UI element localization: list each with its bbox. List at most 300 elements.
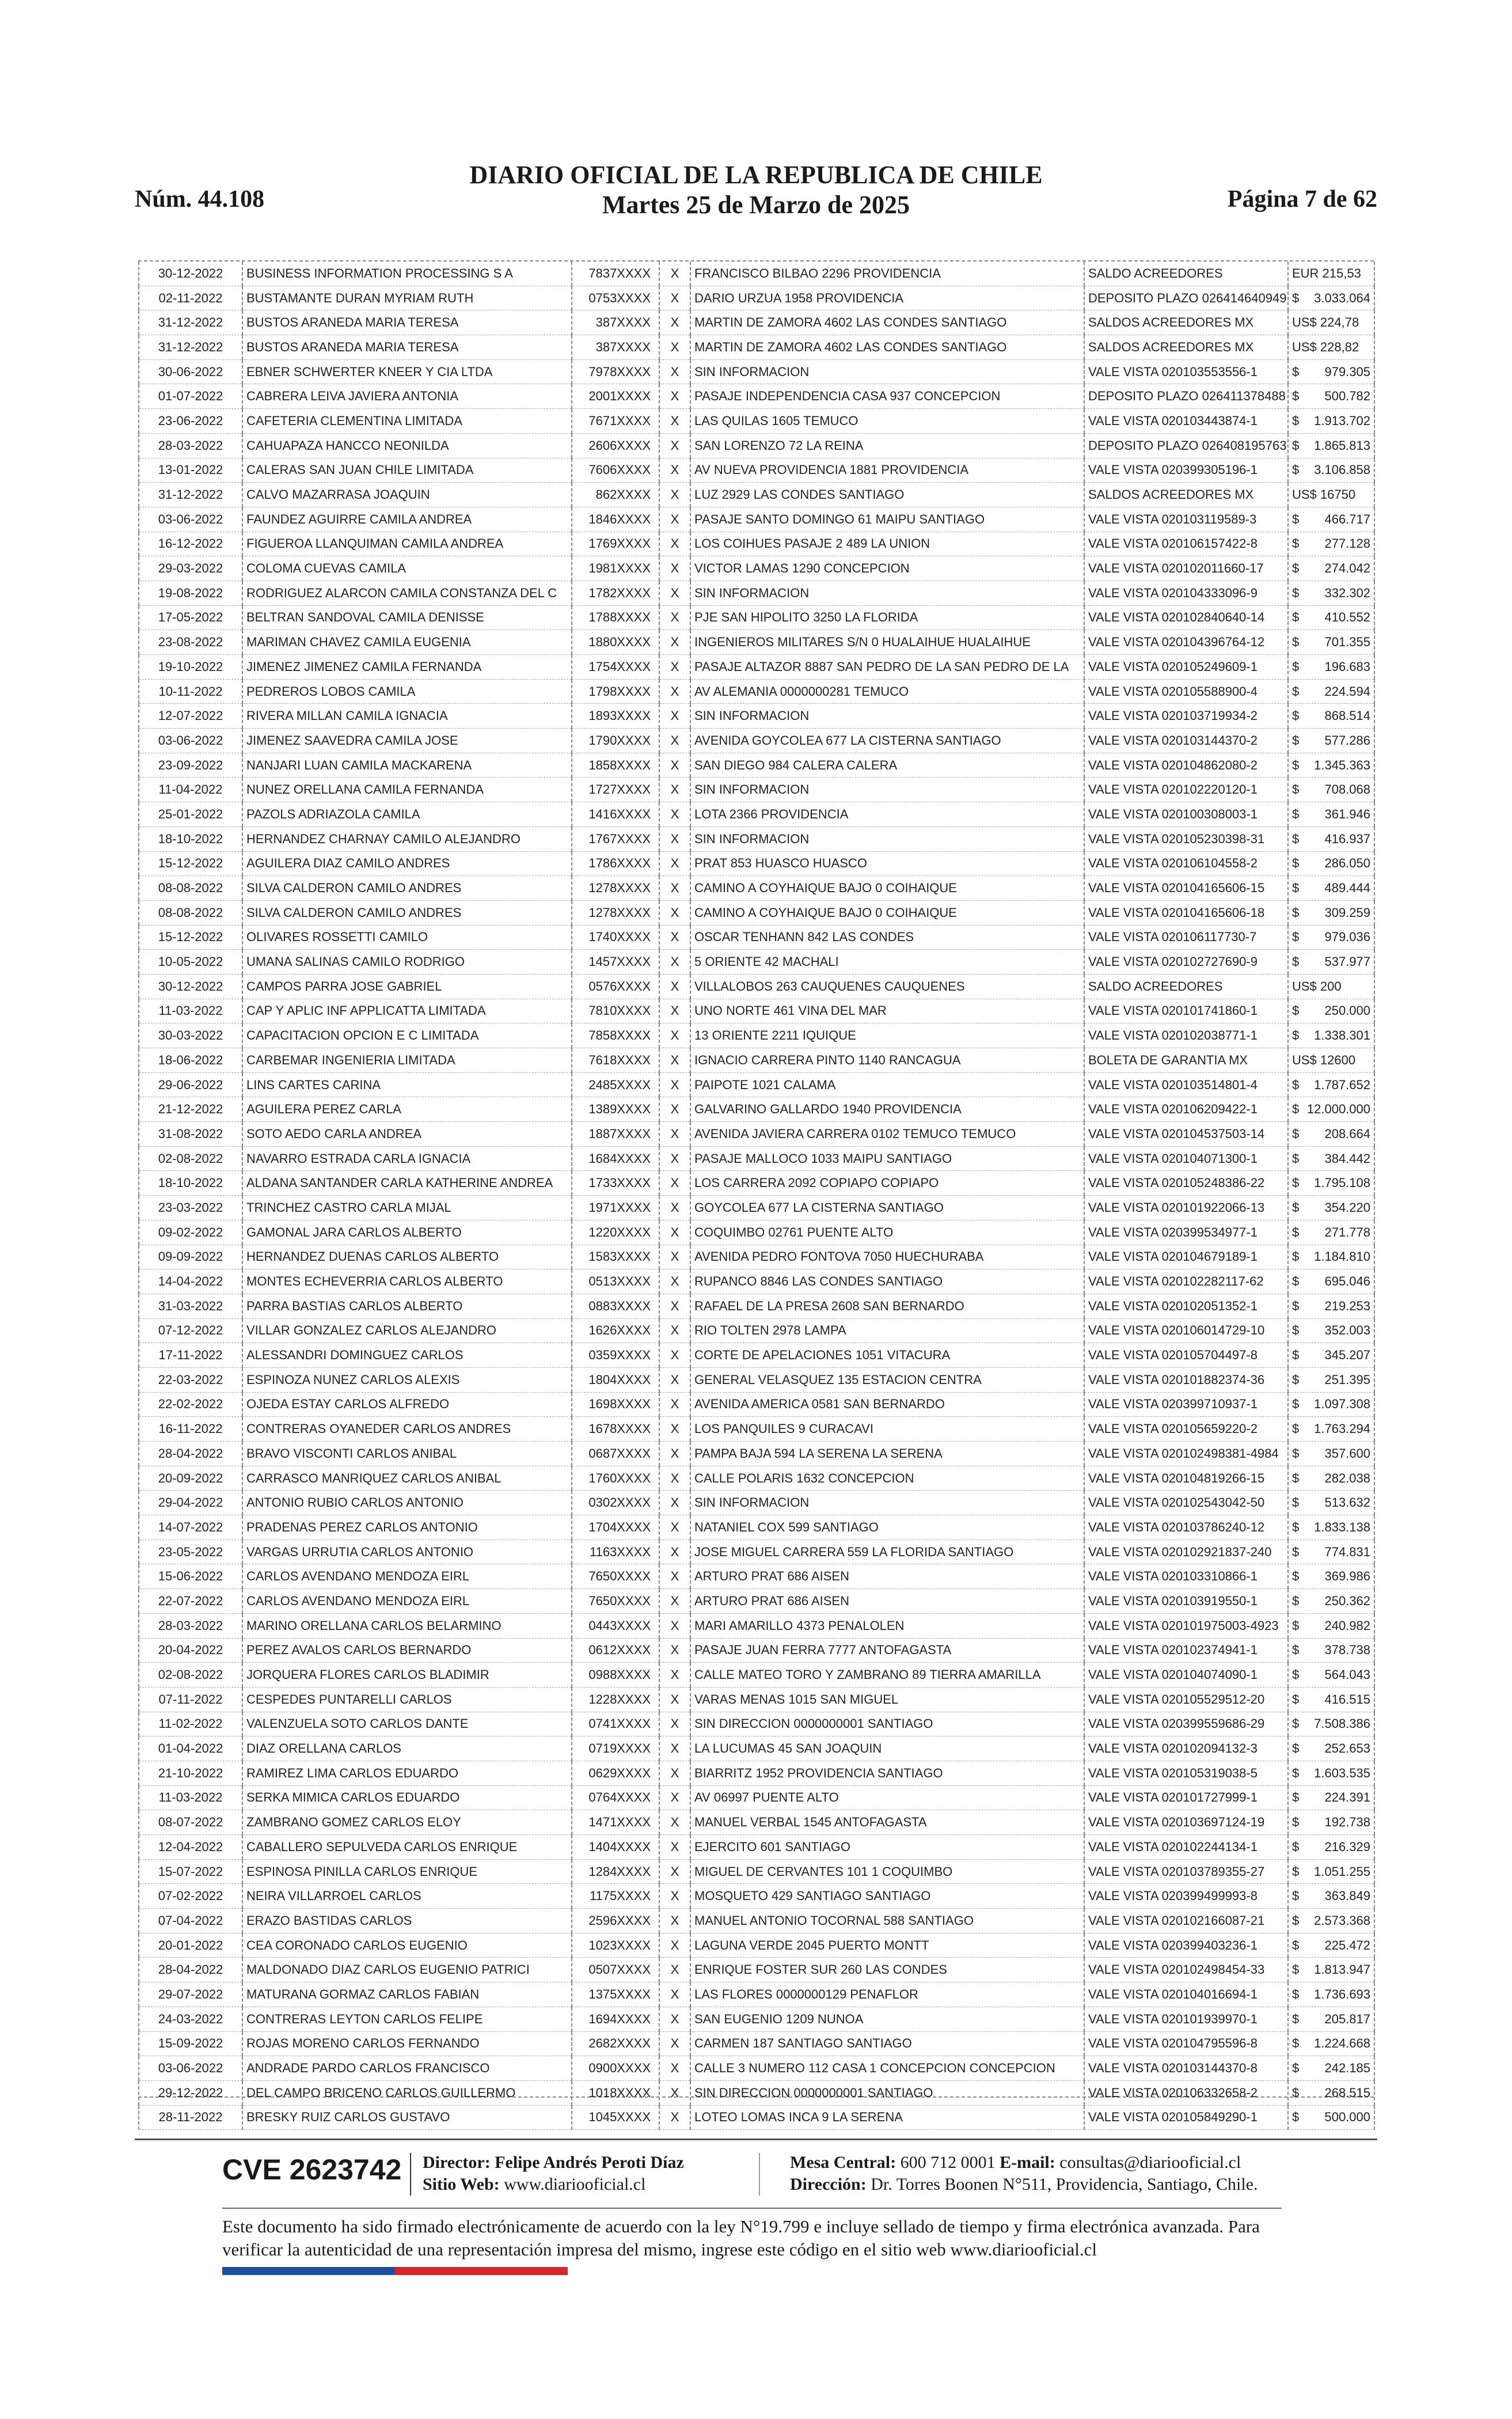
product-cell: VALE VISTA 020101975003-4923 [1084,1613,1288,1638]
rut-cell: 1278XXXX [572,876,659,901]
table-row [139,310,1374,335]
rut-cell: 0507XXXX [572,1958,659,1982]
holder-name-cell: BUSINESS INFORMATION PROCESSING S A [242,261,572,286]
amount-cell: US$ 12600 [1288,1048,1374,1073]
records-table-container [138,260,1374,2125]
mark-cell: X [659,483,690,507]
product-cell: VALE VISTA 020102051352-1 [1084,1294,1288,1318]
product-cell: VALE VISTA 020100308003-1 [1084,802,1288,827]
mark-cell: X [659,704,690,729]
date-cell: 11-03-2022 [139,999,242,1023]
date-cell: 23-08-2022 [139,630,242,655]
address-cell: PRAT 853 HUASCO HUASCO [690,851,1084,876]
amount-cell: $ 1.097.308 [1288,1392,1374,1417]
rut-cell: 1704XXXX [572,1515,659,1540]
product-cell: VALE VISTA 020103119589-3 [1084,507,1288,532]
address-cell: INGENIEROS MILITARES S/N 0 HUALAIHUE HUALAIHUE [690,630,1084,655]
table-row [139,1810,1374,1835]
date-cell: 31-12-2022 [139,335,242,360]
product-cell: VALE VISTA 020399403236-1 [1084,1933,1288,1958]
mark-cell: X [659,1367,690,1392]
mark-cell: X [659,655,690,680]
product-cell: VALE VISTA 020102166087-21 [1084,1909,1288,1933]
date-cell: 20-09-2022 [139,1466,242,1491]
rut-cell: 7978XXXX [572,359,659,384]
address-cell: SAN LORENZO 72 LA REINA [690,433,1084,458]
rut-cell: 0687XXXX [572,1442,659,1466]
date-cell: 14-04-2022 [139,1269,242,1294]
holder-name-cell: RODRIGUEZ ALARCON CAMILA CONSTANZA DEL C [242,581,572,605]
date-cell: 31-12-2022 [139,310,242,335]
product-cell: VALE VISTA 020102038771-1 [1084,1023,1288,1048]
product-cell: VALE VISTA 020102011660-17 [1084,556,1288,581]
table-row [139,1785,1374,1810]
footer-divider [135,2139,1377,2140]
address-cell: EJERCITO 601 SANTIAGO [690,1835,1084,1860]
date-cell: 23-03-2022 [139,1196,242,1220]
table-row [139,433,1374,458]
mark-cell: X [659,679,690,704]
mark-cell: X [659,458,690,483]
holder-name-cell: MONTES ECHEVERRIA CARLOS ALBERTO [242,1269,572,1294]
holder-name-cell: JORQUERA FLORES CARLOS BLADIMIR [242,1663,572,1688]
address-cell: JOSE MIGUEL CARRERA 559 LA FLORIDA SANTIAGO [690,1540,1084,1564]
table-row [139,581,1374,605]
product-cell: VALE VISTA 020106117730-7 [1084,925,1288,950]
date-cell: 10-11-2022 [139,679,242,704]
product-cell: VALE VISTA 020102498381-4984 [1084,1442,1288,1466]
date-cell: 30-06-2022 [139,359,242,384]
rut-cell: 1786XXXX [572,851,659,876]
product-cell: VALE VISTA 020103786240-12 [1084,1515,1288,1540]
product-cell: VALE VISTA 020104679189-1 [1084,1245,1288,1269]
holder-name-cell: NAVARRO ESTRADA CARLA IGNACIA [242,1146,572,1171]
mark-cell: X [659,778,690,802]
rut-cell: 0753XXXX [572,286,659,310]
rut-cell: 1698XXXX [572,1392,659,1417]
product-cell: VALE VISTA 020106332658-2 [1084,2080,1288,2105]
table-row [139,950,1374,975]
amount-cell: $ 1.051.255 [1288,1859,1374,1884]
address-cell: VICTOR LAMAS 1290 CONCEPCION [690,556,1084,581]
product-cell: VALE VISTA 020104165606-18 [1084,900,1288,925]
product-cell: VALE VISTA 020104862080-2 [1084,753,1288,778]
table-row [139,1097,1374,1122]
amount-cell: $ 251.395 [1288,1367,1374,1392]
address-cell: MARTIN DE ZAMORA 4602 LAS CONDES SANTIAGO [690,310,1084,335]
amount-cell: $ 2.573.368 [1288,1909,1374,1933]
holder-name-cell: NANJARI LUAN CAMILA MACKARENA [242,753,572,778]
mark-cell: X [659,605,690,630]
rut-cell: 0359XXXX [572,1343,659,1368]
table-row [139,1663,1374,1688]
table-row [139,900,1374,925]
rut-cell: 1893XXXX [572,704,659,729]
table-row [139,384,1374,409]
product-cell: SALDOS ACREEDORES MX [1084,310,1288,335]
holder-name-cell: OJEDA ESTAY CARLOS ALFREDO [242,1392,572,1417]
holder-name-cell: ANDRADE PARDO CARLOS FRANCISCO [242,2056,572,2081]
date-cell: 29-07-2022 [139,1982,242,2007]
address-cell: ARTURO PRAT 686 AISEN [690,1564,1084,1589]
mark-cell: X [659,1540,690,1564]
address-cell: LOTEO LOMAS INCA 9 LA SERENA [690,2105,1084,2130]
product-cell: VALE VISTA 020103919550-1 [1084,1589,1288,1614]
mark-cell: X [659,532,690,556]
holder-name-cell: VALENZUELA SOTO CARLOS DANTE [242,1712,572,1736]
date-cell: 09-02-2022 [139,1220,242,1245]
table-row [139,1564,1374,1589]
address-cell: CALLE 3 NUMERO 112 CASA 1 CONCEPCION CONCEPCION [690,2056,1084,2081]
mark-cell: X [659,1245,690,1269]
product-cell: SALDOS ACREEDORES MX [1084,483,1288,507]
address-cell: CALLE POLARIS 1632 CONCEPCION [690,1466,1084,1491]
amount-cell: $ 250.362 [1288,1589,1374,1614]
amount-cell: $ 378.738 [1288,1638,1374,1663]
address-cell: SIN INFORMACION [690,704,1084,729]
product-cell: VALE VISTA 020106104558-2 [1084,851,1288,876]
holder-name-cell: CARLOS AVENDANO MENDOZA EIRL [242,1564,572,1589]
address-cell: LOS PANQUILES 9 CURACAVI [690,1417,1084,1442]
date-cell: 14-07-2022 [139,1515,242,1540]
product-cell: VALE VISTA 020105704497-8 [1084,1343,1288,1368]
date-cell: 28-04-2022 [139,1442,242,1466]
amount-cell: $ 282.038 [1288,1466,1374,1491]
holder-name-cell: NUNEZ ORELLANA CAMILA FERNANDA [242,778,572,802]
table-row [139,729,1374,753]
date-cell: 29-12-2022 [139,2080,242,2105]
mark-cell: X [659,1638,690,1663]
rut-cell: 7606XXXX [572,458,659,483]
rut-cell: 0741XXXX [572,1712,659,1736]
amount-cell: $ 345.207 [1288,1343,1374,1368]
address-cell: 5 ORIENTE 42 MACHALI [690,950,1084,975]
holder-name-cell: DIAZ ORELLANA CARLOS [242,1736,572,1761]
date-cell: 03-06-2022 [139,507,242,532]
address-cell: SAN DIEGO 984 CALERA CALERA [690,753,1084,778]
amount-cell: $ 410.552 [1288,605,1374,630]
amount-cell: $ 537.977 [1288,950,1374,975]
publication-date: Martes 25 de Marzo de 2025 [602,191,910,219]
holder-name-cell: NEIRA VILLARROEL CARLOS [242,1884,572,1909]
holder-name-cell: CAMPOS PARRA JOSE GABRIEL [242,974,572,999]
amount-cell: $ 357.600 [1288,1442,1374,1466]
date-cell: 31-12-2022 [139,483,242,507]
mark-cell: X [659,2056,690,2081]
holder-name-cell: CONTRERAS LEYTON CARLOS FELIPE [242,2007,572,2031]
holder-name-cell: BRESKY RUIZ CARLOS GUSTAVO [242,2105,572,2130]
holder-name-cell: EBNER SCHWERTER KNEER Y CIA LTDA [242,359,572,384]
mark-cell: X [659,433,690,458]
address-cell: MARTIN DE ZAMORA 4602 LAS CONDES SANTIAGO [690,335,1084,360]
table-row [139,2007,1374,2031]
mark-cell: X [659,1122,690,1147]
address-cell: GALVARINO GALLARDO 1940 PROVIDENCIA [690,1097,1084,1122]
address-cell: AV 06997 PUENTE ALTO [690,1785,1084,1810]
date-cell: 24-03-2022 [139,2007,242,2031]
holder-name-cell: CALERAS SAN JUAN CHILE LIMITADA [242,458,572,483]
email-link[interactable]: consultas@diariooficial.cl [1059,2153,1241,2172]
rut-cell: 1887XXXX [572,1122,659,1147]
table-row [139,1884,1374,1909]
address-cell: MANUEL VERBAL 1545 ANTOFAGASTA [690,1810,1084,1835]
date-cell: 18-10-2022 [139,1171,242,1196]
holder-name-cell: ANTONIO RUBIO CARLOS ANTONIO [242,1491,572,1515]
footer-contact-block [790,2152,1258,2196]
table-row [139,1442,1374,1466]
holder-name-cell: SERKA MIMICA CARLOS EDUARDO [242,1785,572,1810]
product-cell: VALE VISTA 020102094132-3 [1084,1736,1288,1761]
table-row [139,1835,1374,1860]
date-cell: 29-04-2022 [139,1491,242,1515]
amount-cell: $ 7.508.386 [1288,1712,1374,1736]
date-cell: 08-08-2022 [139,900,242,925]
amount-cell: $ 1.813.947 [1288,1958,1374,1982]
date-cell: 30-12-2022 [139,974,242,999]
table-row [139,261,1374,286]
address-cell: MIGUEL DE CERVANTES 101 1 COQUIMBO [690,1859,1084,1884]
table-row [139,1023,1374,1048]
rut-cell: 1416XXXX [572,802,659,827]
rut-cell: 1163XXXX [572,1540,659,1564]
holder-name-cell: MARINO ORELLANA CARLOS BELARMINO [242,1613,572,1638]
product-cell: VALE VISTA 020399534977-1 [1084,1220,1288,1245]
mark-cell: X [659,1933,690,1958]
holder-name-cell: BUSTOS ARANEDA MARIA TERESA [242,335,572,360]
mark-cell: X [659,1958,690,1982]
director-label: Director: [423,2153,491,2172]
amount-cell: $ 219.253 [1288,1294,1374,1318]
holder-name-cell: CARRASCO MANRIQUEZ CARLOS ANIBAL [242,1466,572,1491]
holder-name-cell: CABRERA LEIVA JAVIERA ANTONIA [242,384,572,409]
table-row [139,1589,1374,1614]
mark-cell: X [659,1982,690,2007]
table-row [139,1072,1374,1097]
address-cell: SIN INFORMACION [690,778,1084,802]
address-cell: DARIO URZUA 1958 PROVIDENCIA [690,286,1084,310]
mark-cell: X [659,507,690,532]
table-row [139,1933,1374,1958]
rut-cell: 0988XXXX [572,1663,659,1688]
address-cell: SIN DIRECCION 0000000001 SANTIAGO [690,2080,1084,2105]
date-cell: 08-08-2022 [139,876,242,901]
amount-cell: $ 513.632 [1288,1491,1374,1515]
amount-cell: $ 271.778 [1288,1220,1374,1245]
amount-cell: $ 354.220 [1288,1196,1374,1220]
address-cell: AVENIDA JAVIERA CARRERA 0102 TEMUCO TEMUCO [690,1122,1084,1147]
date-cell: 17-11-2022 [139,1343,242,1368]
date-cell: 08-07-2022 [139,1810,242,1835]
mark-cell: X [659,310,690,335]
holder-name-cell: CABALLERO SEPULVEDA CARLOS ENRIQUE [242,1835,572,1860]
table-row [139,1343,1374,1368]
records-table-body [139,261,1374,2130]
rut-cell: 0629XXXX [572,1761,659,1785]
amount-cell: $ 489.444 [1288,876,1374,901]
holder-name-cell: RAMIREZ LIMA CARLOS EDUARDO [242,1761,572,1785]
mark-cell: X [659,753,690,778]
product-cell: VALE VISTA 020102543042-50 [1084,1491,1288,1515]
table-row [139,1909,1374,1933]
holder-name-cell: PAZOLS ADRIAZOLA CAMILA [242,802,572,827]
address-cell: GENERAL VELASQUEZ 135 ESTACION CENTRA [690,1367,1084,1392]
address-cell: SIN INFORMACION [690,581,1084,605]
holder-name-cell: HERNANDEZ DUENAS CARLOS ALBERTO [242,1245,572,1269]
product-cell: VALE VISTA 020103144370-2 [1084,729,1288,753]
amount-cell: $ 332.302 [1288,581,1374,605]
rut-cell: 0513XXXX [572,1269,659,1294]
date-cell: 29-06-2022 [139,1072,242,1097]
address-cell: ARTURO PRAT 686 AISEN [690,1589,1084,1614]
date-cell: 22-07-2022 [139,1589,242,1614]
amount-cell: $ 363.849 [1288,1884,1374,1909]
mark-cell: X [659,1810,690,1835]
rut-cell: 1457XXXX [572,950,659,975]
mark-cell: X [659,1023,690,1048]
amount-cell: $ 774.831 [1288,1540,1374,1564]
rut-cell: 1023XXXX [572,1933,659,1958]
mark-cell: X [659,1417,690,1442]
mark-cell: X [659,335,690,360]
amount-cell: $ 577.286 [1288,729,1374,753]
mark-cell: X [659,974,690,999]
amount-cell: $ 286.050 [1288,851,1374,876]
address-cell: CALLE MATEO TORO Y ZAMBRANO 89 TIERRA AMARILLA [690,1663,1084,1688]
date-cell: 28-11-2022 [139,2105,242,2130]
date-cell: 28-03-2022 [139,433,242,458]
product-cell: VALE VISTA 020105659220-2 [1084,1417,1288,1442]
table-row [139,826,1374,851]
product-cell: BOLETA DE GARANTIA MX [1084,1048,1288,1073]
product-cell: VALE VISTA 020105529512-20 [1084,1687,1288,1712]
product-cell: VALE VISTA 020101727999-1 [1084,1785,1288,1810]
legal-notice: Este documento ha sido firmado electrónicamente de acuerdo con la ley N°19.799 e incluye sellado de tiempo y firma electrónica avanzada. Para verificar la autenticidad de una representación impresa del mismo, ingrese este código en el sitio web www.diariooficial.cl [222,2216,1260,2259]
amount-cell: $ 12.000.000 [1288,1097,1374,1122]
address-cell: RUPANCO 8846 LAS CONDES SANTIAGO [690,1269,1084,1294]
rut-cell: 7618XXXX [572,1048,659,1073]
amount-cell: $ 240.982 [1288,1613,1374,1638]
holder-name-cell: AGUILERA DIAZ CAMILO ANDRES [242,851,572,876]
table-row [139,1318,1374,1343]
footer-director-block [423,2152,684,2196]
mesa-phone: 600 712 0001 [900,2153,996,2172]
date-cell: 11-04-2022 [139,778,242,802]
table-row [139,851,1374,876]
date-cell: 12-07-2022 [139,704,242,729]
holder-name-cell: BELTRAN SANDOVAL CAMILA DENISSE [242,605,572,630]
product-cell: VALE VISTA 020105230398-31 [1084,826,1288,851]
amount-cell: $ 979.036 [1288,925,1374,950]
amount-cell: $ 1.184.810 [1288,1245,1374,1269]
mark-cell: X [659,1663,690,1688]
mark-cell: X [659,1294,690,1318]
address-cell: PASAJE MALLOCO 1033 MAIPU SANTIAGO [690,1146,1084,1171]
amount-cell: $ 701.355 [1288,630,1374,655]
rut-cell: 1981XXXX [572,556,659,581]
mark-cell: X [659,876,690,901]
table-row [139,974,1374,999]
rut-cell: 7858XXXX [572,1023,659,1048]
amount-cell: $ 196.683 [1288,655,1374,680]
table-row [139,1171,1374,1196]
table-row [139,507,1374,532]
holder-name-cell: ROJAS MORENO CARLOS FERNANDO [242,2031,572,2056]
date-cell: 13-01-2022 [139,458,242,483]
product-cell: VALE VISTA 020101939970-1 [1084,2007,1288,2031]
address-cell: LAGUNA VERDE 2045 PUERTO MONTT [690,1933,1084,1958]
rut-cell: 0302XXXX [572,1491,659,1515]
flag-stripe-red [395,2267,568,2275]
amount-cell: $ 416.937 [1288,826,1374,851]
email-label: E-mail: [1000,2153,1055,2172]
date-cell: 15-12-2022 [139,925,242,950]
mark-cell: X [659,2080,690,2105]
product-cell: SALDOS ACREEDORES MX [1084,335,1288,360]
rut-cell: 1798XXXX [572,679,659,704]
table-row [139,1736,1374,1761]
rut-cell: 1389XXXX [572,1097,659,1122]
holder-name-cell: VILLAR GONZALEZ CARLOS ALEJANDRO [242,1318,572,1343]
mark-cell: X [659,1171,690,1196]
amount-cell: US$ 224,78 [1288,310,1374,335]
table-row [139,1417,1374,1442]
rut-cell: 1045XXXX [572,2105,659,2130]
address-cell: PASAJE INDEPENDENCIA CASA 937 CONCEPCION [690,384,1084,409]
mark-cell: X [659,1097,690,1122]
address-cell: CAMINO A COYHAIQUE BAJO 0 COIHAIQUE [690,876,1084,901]
holder-name-cell: CONTRERAS OYANEDER CARLOS ANDRES [242,1417,572,1442]
address-cell: LAS FLORES 0000000129 PENAFLOR [690,1982,1084,2007]
address-cell: NATANIEL COX 599 SANTIAGO [690,1515,1084,1540]
date-cell: 02-11-2022 [139,286,242,310]
product-cell: VALE VISTA 020103514801-4 [1084,1072,1288,1097]
address-cell: MOSQUETO 429 SANTIAGO SANTIAGO [690,1884,1084,1909]
address-cell: PASAJE JUAN FERRA 7777 ANTOFAGASTA [690,1638,1084,1663]
date-cell: 01-04-2022 [139,1736,242,1761]
table-row [139,409,1374,434]
holder-name-cell: BUSTAMANTE DURAN MYRIAM RUTH [242,286,572,310]
amount-cell: $ 205.817 [1288,2007,1374,2031]
date-cell: 03-06-2022 [139,729,242,753]
product-cell: VALE VISTA 020105849290-1 [1084,2105,1288,2130]
product-cell: VALE VISTA 020103310866-1 [1084,1564,1288,1589]
rut-cell: 1220XXXX [572,1220,659,1245]
table-row [139,876,1374,901]
rut-cell: 1694XXXX [572,2007,659,2031]
product-cell: VALE VISTA 020102220120-1 [1084,778,1288,802]
amount-cell: $ 695.046 [1288,1269,1374,1294]
amount-cell: $ 225.472 [1288,1933,1374,1958]
holder-name-cell: ESPINOZA NUNEZ CARLOS ALEXIS [242,1367,572,1392]
address-cell: AVENIDA AMERICA 0581 SAN BERNARDO [690,1392,1084,1417]
address-cell: OSCAR TENHANN 842 LAS CONDES [690,925,1084,950]
mark-cell: X [659,1146,690,1171]
address-cell: SAN EUGENIO 1209 NUNOA [690,2007,1084,2031]
mark-cell: X [659,2105,690,2130]
holder-name-cell: VARGAS URRUTIA CARLOS ANTONIO [242,1540,572,1564]
website-link[interactable]: www.diariooficial.cl [504,2175,646,2194]
holder-name-cell: AGUILERA PEREZ CARLA [242,1097,572,1122]
holder-name-cell: JIMENEZ SAAVEDRA CAMILA JOSE [242,729,572,753]
rut-cell: 1278XXXX [572,900,659,925]
date-cell: 20-01-2022 [139,1933,242,1958]
mark-cell: X [659,950,690,975]
address-cell: RIO TOLTEN 2978 LAMPA [690,1318,1084,1343]
mark-cell: X [659,1785,690,1810]
product-cell: VALE VISTA 020101922066-13 [1084,1196,1288,1220]
address-cell: LA LUCUMAS 45 SAN JOAQUIN [690,1736,1084,1761]
mark-cell: X [659,999,690,1023]
